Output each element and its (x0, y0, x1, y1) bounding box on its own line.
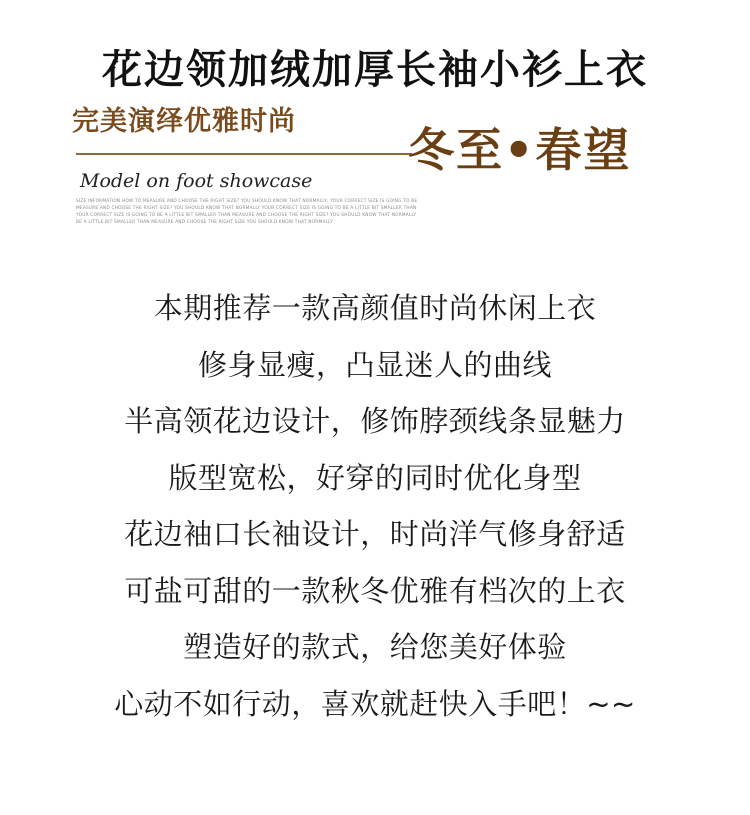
divider-line (76, 153, 412, 155)
description-body (0, 280, 750, 732)
description-line: 花边袖口长袖设计，时尚洋气修身舒适 (124, 517, 626, 551)
fine-print-line: YOUR CORRECT SIZE IS GOING TO BE A LITTLE BIT SMALLER THAN MEASURE AND CHOOSE THE RIGHT SIZE? YOU SHOULD KNOW THAT NORMALLY (76, 213, 417, 218)
size-fine-print (76, 198, 418, 226)
description-line: 半高领花边设计，修饰脖颈线条显魅力 (124, 404, 626, 438)
description-line: 塑造好的款式，给您美好体验 (183, 630, 567, 664)
model-showcase-heading: Model on foot showcase (80, 170, 313, 192)
description-line: 修身显瘦，凸显迷人的曲线 (197, 347, 552, 382)
season-tag: 冬至•春望 (408, 123, 632, 177)
description-line: 可盐可甜的一款秋冬优雅有档次的上衣 (124, 573, 626, 608)
fine-print-line: SIZE INFORMATION HOW TO MEASURE AND CHOOSE THE RIGHT SIZE? YOU SHOULD KNOW THAT NORMALLY, YOUR CORRECT SIZE IS GOING TO BE (76, 199, 418, 204)
subtitle: 完美演绎优雅时尚 (72, 106, 296, 137)
page-title: 花边领加绒加厚长袖小衫上衣 (102, 47, 648, 93)
description-line: 本期推荐一款高颜值时尚休闲上衣 (153, 291, 597, 325)
description-line: 心动不如行动，喜欢就赶快入手吧！~~ (114, 686, 636, 721)
description-line: 版型宽松，好穿的同时优化身型 (168, 460, 582, 495)
fine-print-line: BE A LITTLE BIT SMALLER THAN MEASURE AND CHOOSE THE RIGHT SIZE YOU SHOULD KNOW THAT NORMALLY (76, 220, 333, 225)
fine-print-line: MEASURE AND CHOOSE THE RIGHT SIZE? YOU SHOULD KNOW THAT NORMALLY YOUR CORRECT SIZE IS GOING TO BE A LITTLE BIT SMALLER THAN (76, 206, 417, 211)
